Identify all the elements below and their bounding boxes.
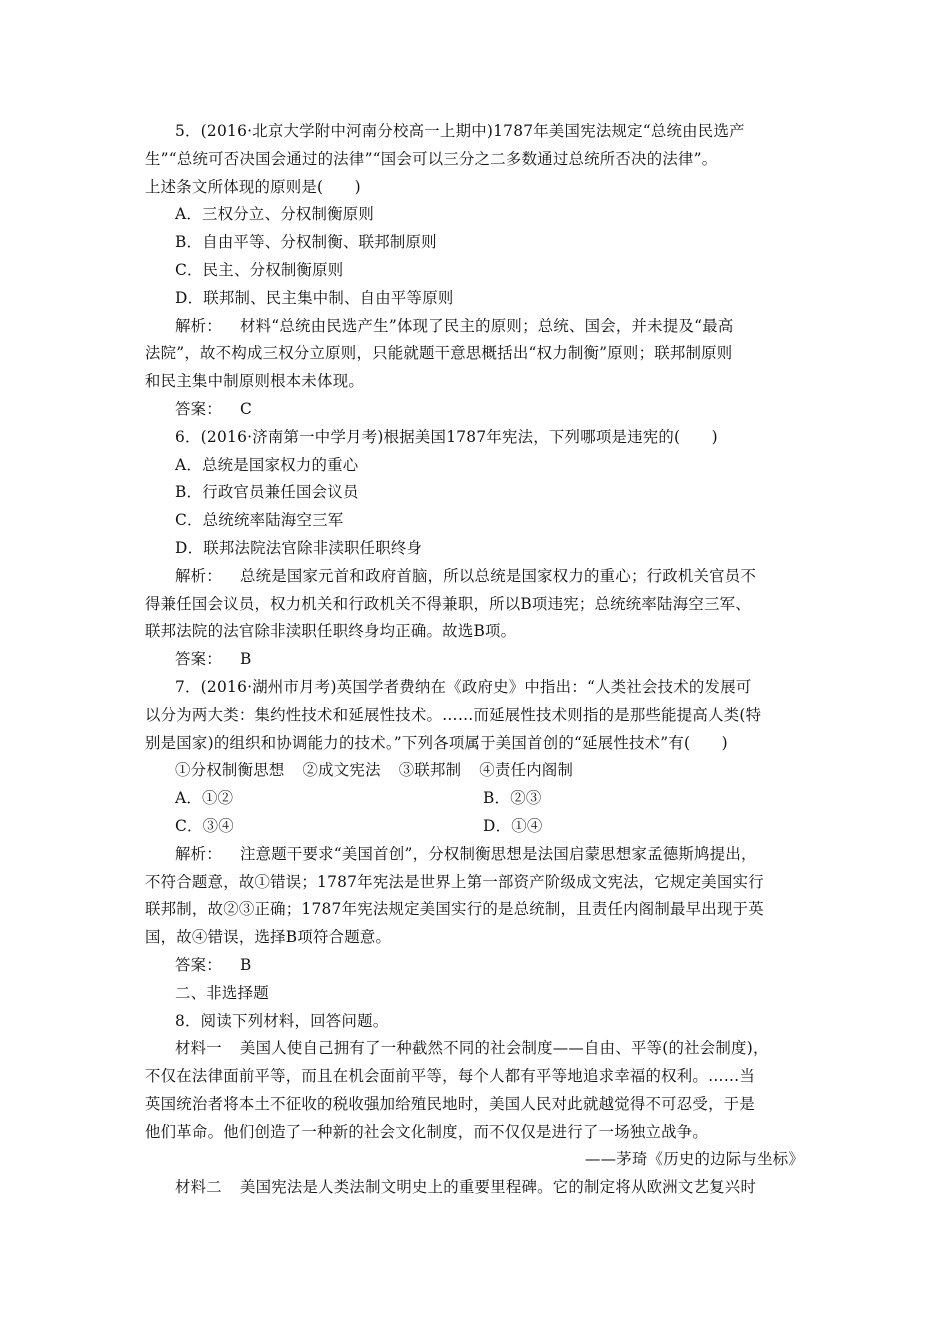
q7-options-row-2 <box>145 813 810 841</box>
section-heading: 二、非选择题 <box>175 983 269 1002</box>
q7-analysis-line-4: 国，故④错误，选择B项符合题意。 <box>145 928 392 947</box>
q8-material-1-text-1: 美国人使自己拥有了一种截然不同的社会制度——自由、平等(的社会制度)， <box>239 1039 769 1058</box>
q5-analysis-line-2: 法院”，故不构成三权分立原则，只能就题干意思概括出“权力制衡”原则；联邦制原则 <box>145 344 733 363</box>
q7-stem-line-1: 7．(2016·湖州市月考)英国学者费纳在《政府史》中指出：“人类社会技术的发展可 <box>175 677 752 696</box>
q6-analysis-line-1 <box>145 563 810 591</box>
q7-option-a: A．①② <box>175 789 234 808</box>
q7-analysis-label: 解析： <box>175 844 222 863</box>
q7-item-4: ④责任内阁制 <box>479 761 574 780</box>
q7-analysis-line-3: 联邦制，故②③正确；1787年宪法规定美国实行的是总统制，且责任内阁制最早出现于英 <box>145 900 764 919</box>
q7-item-1: ①分权制衡思想 <box>175 761 285 780</box>
q6-answer <box>145 646 810 674</box>
q8-material-1-line-4: 他们革命。他们创造了一种新的社会文化制度，而不仅仅是进行了一场独立战争。 <box>145 1122 709 1141</box>
q5-stem-line-3: 上述条文所体现的原则是( ) <box>145 177 361 196</box>
q7-option-b: B．②③ <box>483 789 542 808</box>
q6-option-d: D．联邦法院法官除非渎职任职终身 <box>175 538 423 557</box>
q6-analysis-line-2: 得兼任国会议员，权力机关和行政机关不得兼职，所以B项违宪；总统统率陆海空三军、 <box>145 594 751 613</box>
q8-material-2-text-1: 美国宪法是人类法制文明史上的重要里程碑。它的制定将从欧洲文艺复兴时 <box>239 1178 757 1197</box>
q6-analysis-text-1: 总统是国家元首和政府首脑，所以总统是国家权力的重心；行政机关官员不 <box>239 566 757 585</box>
document-page <box>145 118 810 1202</box>
q5-analysis-line-1 <box>145 313 810 341</box>
q5-answer-value: C <box>239 399 252 418</box>
q7-analysis-text-1: 注意题干要求“美国首创”，分权制衡思想是法国启蒙思想家孟德斯鸠提出， <box>239 844 757 863</box>
q6-option-c: C．总统统率陆海空三军 <box>175 511 344 530</box>
q5-analysis-label: 解析： <box>175 316 222 335</box>
q7-answer <box>145 952 810 980</box>
q5-option-c: C．民主、分权制衡原则 <box>175 260 344 279</box>
q8-material-1-label: 材料一 <box>175 1039 222 1058</box>
q8-material-2-label: 材料二 <box>175 1178 222 1197</box>
q8-material-1-source: ——茅琦《历史的边际与坐标》 <box>585 1150 804 1169</box>
q5-analysis-line-3: 和民主集中制原则根本未体现。 <box>145 372 364 391</box>
q7-option-d: D．①④ <box>483 816 543 835</box>
q7-stem-line-2: 以分为两大类：集约性技术和延展性技术。……而延展性技术则指的是那些能提高人类(特 <box>145 705 762 724</box>
q7-analysis-line-1 <box>145 841 810 869</box>
q7-answer-label: 答案： <box>175 955 222 974</box>
q6-option-b: B．行政官员兼任国会议员 <box>175 483 359 502</box>
q5-stem-line-2: 生”“总统可否决国会通过的法律”“国会可以三分之二多数通过总统所否决的法律”。 <box>145 149 718 168</box>
q7-item-3: ③联邦制 <box>398 761 462 780</box>
q5-answer-label: 答案： <box>175 399 222 418</box>
q6-answer-value: B <box>239 650 252 669</box>
q7-options-row-1 <box>145 785 810 813</box>
q5-option-a: A．三权分立、分权制衡原则 <box>175 205 375 224</box>
q7-analysis-line-2: 不符合题意，故①错误；1787年宪法是世界上第一部资产阶级成文宪法，它规定美国实行 <box>145 872 764 891</box>
q6-option-a: A．总统是国家权力的重心 <box>175 455 359 474</box>
q5-analysis-text-1: 材料“总统由民选产生”体现了民主的原则；总统、国会，并未提及“最高 <box>239 316 734 335</box>
q8-material-1-line-2: 不仅在法律面前平等，而且在机会面前平等，每个人都有平等地追求幸福的权利。……当 <box>145 1067 755 1086</box>
q8-material-2-line-1 <box>145 1174 810 1202</box>
q7-stem-line-3: 别是国家)的组织和协调能力的技术。”下列各项属于美国首创的“延展性技术”有( ) <box>145 733 728 752</box>
q7-item-2: ②成文宪法 <box>302 761 381 780</box>
q8-material-1-line-3: 英国统治者将本土不征收的税收强加给殖民地时，美国人民对此就越觉得不可忍受，于是 <box>145 1094 755 1113</box>
q8-stem: 8．阅读下列材料，回答问题。 <box>175 1011 389 1030</box>
q6-analysis-label: 解析： <box>175 566 222 585</box>
q5-option-d: D．联邦制、民主集中制、自由平等原则 <box>175 288 454 307</box>
q6-answer-label: 答案： <box>175 650 222 669</box>
q5-stem-line-1: 5．(2016·北京大学附中河南分校高一上期中)1787年美国宪法规定“总统由民选产 <box>175 122 745 140</box>
q5-answer <box>145 396 810 424</box>
q7-answer-value: B <box>239 955 252 974</box>
q8-material-1-line-1 <box>145 1035 810 1063</box>
q6-stem-line-1: 6．(2016·济南第一中学月考)根据美国1787年宪法，下列哪项是违宪的( ) <box>175 427 718 446</box>
q6-analysis-line-3: 联邦法院的法官除非渎职任职终身均正确。故选B项。 <box>145 622 517 641</box>
q7-option-c: C．③④ <box>175 816 234 835</box>
q7-items <box>145 757 810 785</box>
q5-option-b: B．自由平等、分权制衡、联邦制原则 <box>175 233 437 252</box>
